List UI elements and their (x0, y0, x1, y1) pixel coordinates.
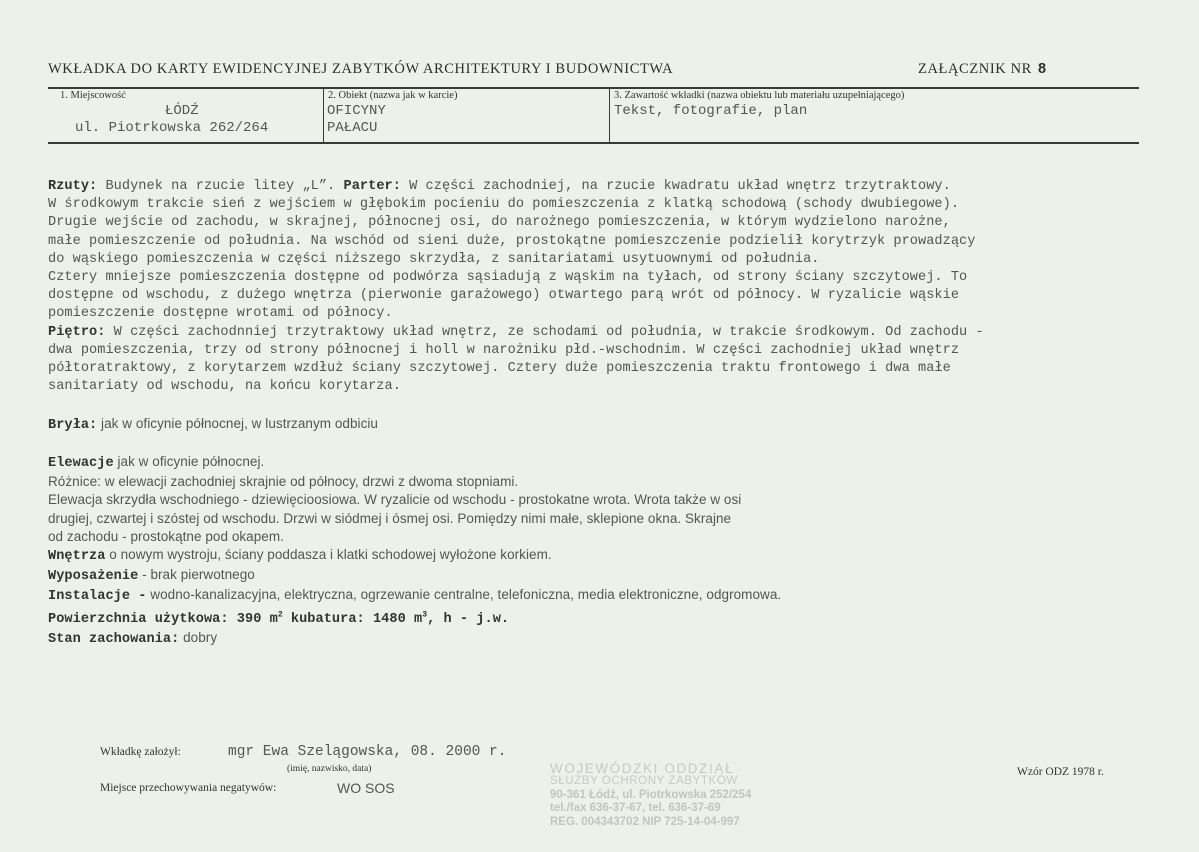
rzuty-line: dostępne od wschodu, z dużego wnętrza (pierwonie garażowego) otwartego parą wrót od północy. W ryzalicie wąskie (48, 288, 960, 304)
elewacje-line (48, 453, 1138, 473)
rzuty-line: małe pomieszczenie od południa. Na wschód od sieni duże, prostokątne pomieszczenie podzielił korytrzyk prowadzący (48, 233, 976, 249)
powierzchnia-line (48, 607, 1138, 630)
rzuty-line (48, 178, 1138, 196)
contents-label: 3. Zawartość wkładki (nazwa obiektu lub materiału uzupełniającego) (614, 90, 905, 101)
instalacje-line (48, 586, 1138, 606)
wyposazenie-text: - brak pierwotnego (138, 567, 255, 583)
bryla-label: Bryła: (48, 417, 98, 433)
rzuty-line: Cztery mniejsze pomieszczenia dostępne od podwórza sąsiadują z wąskim na tyłach, od strony ściany szczytowej. To (48, 270, 968, 286)
header-table-top-border (48, 87, 1139, 89)
locality-label: 1. Miejscowość (60, 90, 126, 101)
stamp-line-5: REG. 004343702 NIP 725-14-04-997 (550, 815, 740, 828)
object-name-line1: OFICYNY (327, 103, 386, 119)
powierzchnia-sup-2: 3 (422, 610, 428, 620)
pietro-line: dwa pomieszczenia, trzy od strony północnej i holl w narożniku płd.-wschodnim. W części zachodniej układ wnętrz (48, 342, 960, 358)
bryla-line (48, 415, 1138, 435)
instalacje-text: wodno-kanalizacyjna, elektryczna, ogrzewanie centralne, telefoniczna, media elektroniczne, odgromowa. (146, 587, 782, 603)
stan-line (48, 629, 1138, 649)
rzuty-line: Drugie wejście od zachodu, w skrajnej, północnej osi, do narożnego pomieszczenia, w którym wydzielono narożne, (48, 215, 951, 231)
header-column-divider-1 (323, 88, 324, 143)
rzuty-label: Rzuty: (48, 179, 98, 194)
rzuty-text-2: W części zachodniej, na rzucie kwadratu układ wnętrz trzytraktowy. (400, 179, 951, 194)
object-name-line2: PAŁACU (327, 120, 378, 136)
powierzchnia-part-3: , h - j.w. (427, 612, 510, 628)
pietro-line: półtoratraktowy, z korytarzem wzdłuż ściany szczytowej. Cztery duże pomieszczenia traktu frontowego i dwa małe (48, 361, 951, 377)
elewacje-label: Elewacje (48, 456, 114, 472)
stamp-line-4: tel./fax 636-37-67, tel. 636-37-69 (550, 802, 721, 815)
spacer (48, 396, 1138, 414)
wnetrza-label: Wnętrza (48, 549, 106, 565)
annex-label-text: ZAŁĄCZNIK NR (918, 61, 1032, 77)
object-label: 2. Obiekt (nazwa jak w karcie) (328, 90, 458, 101)
powierzchnia-sup-1: 2 (277, 610, 283, 620)
header-column-divider-2 (609, 88, 610, 143)
powierzchnia-text (48, 612, 509, 627)
locality-city: ŁÓDŹ (165, 103, 199, 119)
spacer (48, 435, 1138, 453)
stan-label: Stan zachowania: (48, 632, 180, 648)
rzuty-line: W środkowym trakcie sień z wejściem w głębokim pocieniu do pomieszczenia z klatką schodową (schody dwubiegowe). (48, 197, 960, 213)
wnetrza-line (48, 546, 1138, 566)
elewacje-line: Różnice: w elewacji zachodniej skrajnie od północy, drzwi z dwoma stopniami. (48, 474, 519, 490)
elewacje-text: jak w oficynie północnej. (113, 454, 265, 470)
elewacje-line: drugiej, czwartej i szóstej od wschodu. Drzwi w siódmej i ósmej osi. Pomiędzy nimi małe, sklepione okna. Skrajne (48, 510, 732, 526)
parter-label: Parter: (343, 179, 401, 194)
annex-number: 8 (1037, 61, 1047, 77)
pietro-label: Piętro: (48, 324, 106, 340)
instalacje-label: Instalacje - (48, 589, 147, 605)
annex-label (918, 61, 1047, 78)
storage-label: Miejsce przechowywania negatywów: (100, 782, 277, 794)
stan-text: dobry (179, 630, 218, 646)
pietro-line (48, 324, 1138, 342)
page-title: WKŁADKA DO KARTY EWIDENCYJNEJ ZABYTKÓW ARCHITEKTURY I BUDOWNICTWA (48, 61, 674, 77)
author-label: Wkładkę założył: (100, 746, 181, 758)
elewacje-line: Elewacja skrzydła wschodniego - dziewięcioosiowa. W ryzalicie od wschodu - prostokatne wrota. Wrota także w osi (48, 492, 742, 508)
rzuty-text-1: Budynek na rzucie litey „L”. (97, 179, 344, 194)
author-hint: (imię, nazwisko, data) (287, 764, 372, 774)
rzuty-line: do wąskiego pomieszczenia w części niższego skrzydła, z sanitariatami usytuownymi od południa. (48, 251, 820, 267)
stamp-line-3: 90-361 Łódź, ul. Piotrkowska 252/254 (550, 788, 752, 801)
stamp-line-1: WOJEWÓDZKI ODDZIAŁ (550, 761, 735, 776)
pietro-text: W części zachodnniej trzytraktowy układ wnętrz, ze schodami od południa, w trakcie środkowym. Od zachodu - (105, 324, 984, 340)
form-template-label: Wzór ODZ 1978 r. (1017, 766, 1104, 778)
elewacje-line: od zachodu - prostokątne pod okapem. (48, 528, 284, 544)
wyposazenie-label: Wyposażenie (48, 569, 139, 585)
bryla-text: jak w oficynie północnej, w lustrzanym odbiciu (97, 415, 378, 431)
pietro-line: sanitariaty od wschodu, na końcu korytarza. (48, 379, 401, 395)
header-table-bottom-border (48, 142, 1139, 144)
wnetrza-text: o nowym wystroju, ściany poddasza i klatki schodowej wyłożone korkiem. (105, 547, 552, 563)
author-value: mgr Ewa Szelągowska, 08. 2000 r. (228, 744, 507, 760)
institution-stamp (550, 762, 780, 829)
wyposazenie-line (48, 566, 1138, 586)
storage-value: WO SOS (337, 780, 395, 796)
powierzchnia-part-1: Powierzchnia użytkowa: 390 m (48, 612, 278, 628)
powierzchnia-part-2: kubatura: 1480 m (282, 612, 423, 628)
description-body (48, 178, 1138, 650)
rzuty-line: pomieszczenie dostępne wrotami od północy. (48, 306, 393, 322)
contents-value: Tekst, fotografie, plan (614, 103, 808, 119)
locality-street: ul. Piotrkowska 262/264 (75, 120, 269, 136)
stamp-line-2: SŁUŻBY OCHRONY ZABYTKÓW (550, 775, 738, 788)
